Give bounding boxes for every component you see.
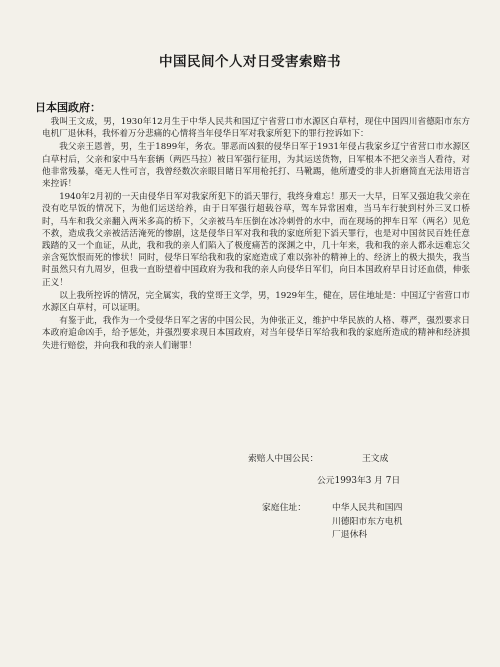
address-line: 中华人民共和国四 [332,503,403,513]
paragraph-intro: 我叫王文成，男，1930年12月生于中华人民共和国辽宁省营口市水源区白草村，现住中国四川省德阳市东方电机厂退休科，我怀着万分悲痛的心情将当年侵华日军对我家所犯下的罪行控诉如下： [42,117,470,140]
address-label: 家庭住址： [262,503,306,513]
paragraph-witness: 以上我所控诉的情况，完全属实，我的堂哥王文学，男，1929年生，健在，居住地址是：中国辽宁省营口市水源区白草村，可以证明。 [42,290,470,314]
salutation: 日本国政府： [35,101,101,114]
address-line: 川德阳市东方电机 [332,516,403,527]
signature-name: 王文成 [362,454,389,464]
paragraph-father: 我父亲王恩普，男，生于1899年，务农。罪恶而凶狠的侵华日军于1931年侵占我家乡辽宁省营口市水源区白草村后，父亲和家中马车套辆（两匹马拉）被日军强行征用，为其运送货物，日军根本不把父亲当人看待，对他非常残暴，毫无人性可言，我曾经数次亲眼目睹日军用枪托打、马靴踢，他所遭受的非人折磨简直无法用语言来控诉！ [42,142,470,190]
document-body [42,116,470,353]
signature-date: 公元1993年3 月 7日 [317,476,401,486]
address-value [332,502,442,543]
signature-label: 索赔人中国公民： [248,454,319,464]
paragraph-demand: 有鉴于此，我作为一个受侵华日军之害的中国公民，为伸张正义，维护中华民族的人格、尊严，强烈要求日本政府追命凶手，给予惩处，并强烈要求现日本国政府，对当年侵华日军给我和我的家庭所造成的精神和经济损失进行赔偿，并向我和我的亲人们谢罪！ [42,316,470,351]
address-line: 厂退休科 [332,530,368,540]
document-title: 中国民间个人对日受害索赔书 [159,54,341,70]
paragraph-incident: 1940年2月初的一天由侵华日军对我家所犯下的滔天罪行，我终身难忘！那天一大早，日军又强迫我父亲在没有吃早饭的情况下，为他们运送给养，由于日军强行超载谷草，驾车异常困难，当马车行驶到村外三叉口桥时，马车和我父亲翻入两米多高的桥下，父亲被马车压倒在冰冷刺骨的水中，而在现场的押车日军（两名）见危不救，造成我父亲被活活淹死的惨剧，这是侵华日军对我和我的家庭所犯下滔天罪行，也是对中国贫民百姓任意践踏的又一个血证，从此，我和我的亲人们陷入了极度痛苦的深渊之中，几十年来，我和我的亲人都永远难忘父亲含冤饮恨而死的惨状！同时，侵华日军给我和我的家庭造成了难以弥补的精神上的、经济上的极大损失，我当时虽然只有九周岁，但我一直盼望着中国政府为我和我的亲人向侵华日军们，向日本国政府早日讨还血债，伸张正义！ [42,192,470,288]
